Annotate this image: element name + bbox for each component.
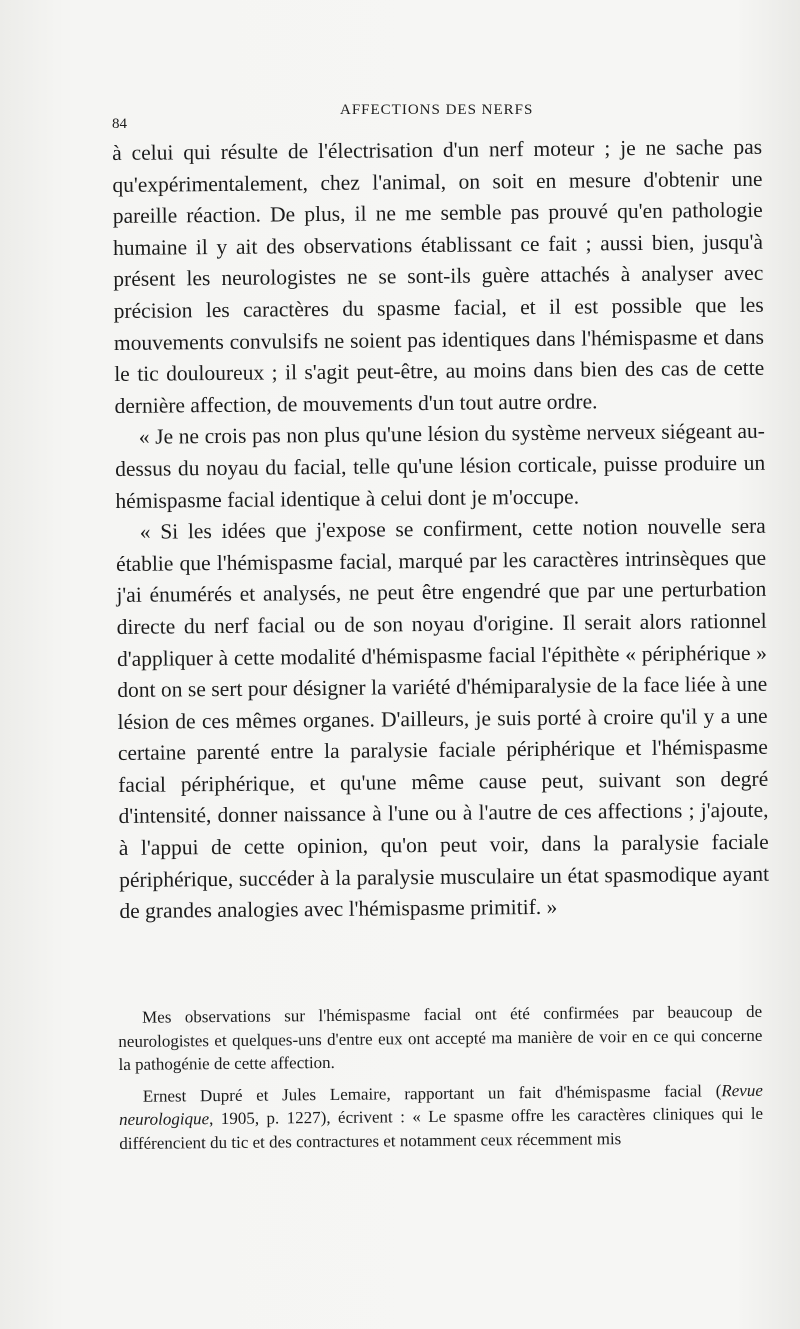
note-text-end: , 1905, p. 1227), écrivent : « Le spasme offre les caractères cliniques qui le différencient du tic et des contractures et notamment ceux récemment mis	[119, 1103, 764, 1153]
note-paragraph-1: Mes observations sur l'hémispasme facial ont été confirmées par beaucoup de neurologistes et quelques-uns d'entre eux ont accepté ma manière de voir en ce qui concerne la pathogénie de cette affection.	[118, 1001, 763, 1074]
journal-title: Revue neurologique	[118, 1080, 763, 1129]
paragraph-3: « Si les idées que j'expose se confirment, cette notion nouvelle sera établie que l'hémispasme facial, marqué par les caractères intrinsèques que j'ai énumérés et analysés, ne peut être engendré que par une perturbation directe du nerf facial ou de son noyau d'origine. Il serait alors rationnel d'appliquer à cette modalité d'hémispasme facial l'épithète « périphérique » dont on se sert pour désigner la variété d'hémiparalysie de la face liée à une lésion de ces mêmes organes. D'ailleurs, je suis porté à croire qu'il y a une certaine parenté entre la paralysie faciale périphérique et l'hémispasme facial périphérique, et qu'une même cause peut, suivant son degré d'intensité, donner naissance à l'une ou à l'autre de ces affections ; j'ajoute, à l'appui de cette opinion, qu'on peut voir, dans la paralysie faciale périphérique, succéder à la paralysie musculaire un état spasmodique ayant de grandes analogies avec l'hémispasme primitif. »	[115, 513, 770, 924]
page-number: 84	[112, 116, 127, 132]
secondary-text	[118, 1000, 763, 1163]
running-head: AFFECTIONS DES NERFS	[340, 102, 534, 118]
page-header	[112, 100, 762, 130]
paragraph-1: à celui qui résulte de l'électrisation d'un nerf moteur ; je ne sache pas qu'expérimentalement, chez l'animal, on soit en mesure d'obtenir une pareille réaction. De plus, il ne me semble pas prouvé qu'en pathologie humaine il y ait des observations établissant ce fait ; aussi bien, jusqu'à présent les neurologistes ne se sont-ils guère attachés à analyser avec précision les caractères du spasme facial, et il est possible que les mouvements convulsifs ne soient pas identiques dans l'hémispasme et dans le tic douloureux ; il s'agit peut-être, au moins dans bien des cas de cette dernière affection, de mouvements d'un tout autre ordre.	[112, 134, 765, 418]
paragraph-2: « Je ne crois pas non plus qu'une lésion du système nerveux siégeant au-dessus du noyau du facial, telle qu'une lésion corticale, puisse produire un hémispasme facial identique à celui dont je m'occupe.	[115, 419, 766, 513]
note-paragraph-2	[119, 1078, 764, 1155]
main-text	[112, 132, 770, 928]
note-text-start: Ernest Dupré et Jules Lemaire, rapportant un fait d'hémispasme facial (	[142, 1080, 722, 1106]
